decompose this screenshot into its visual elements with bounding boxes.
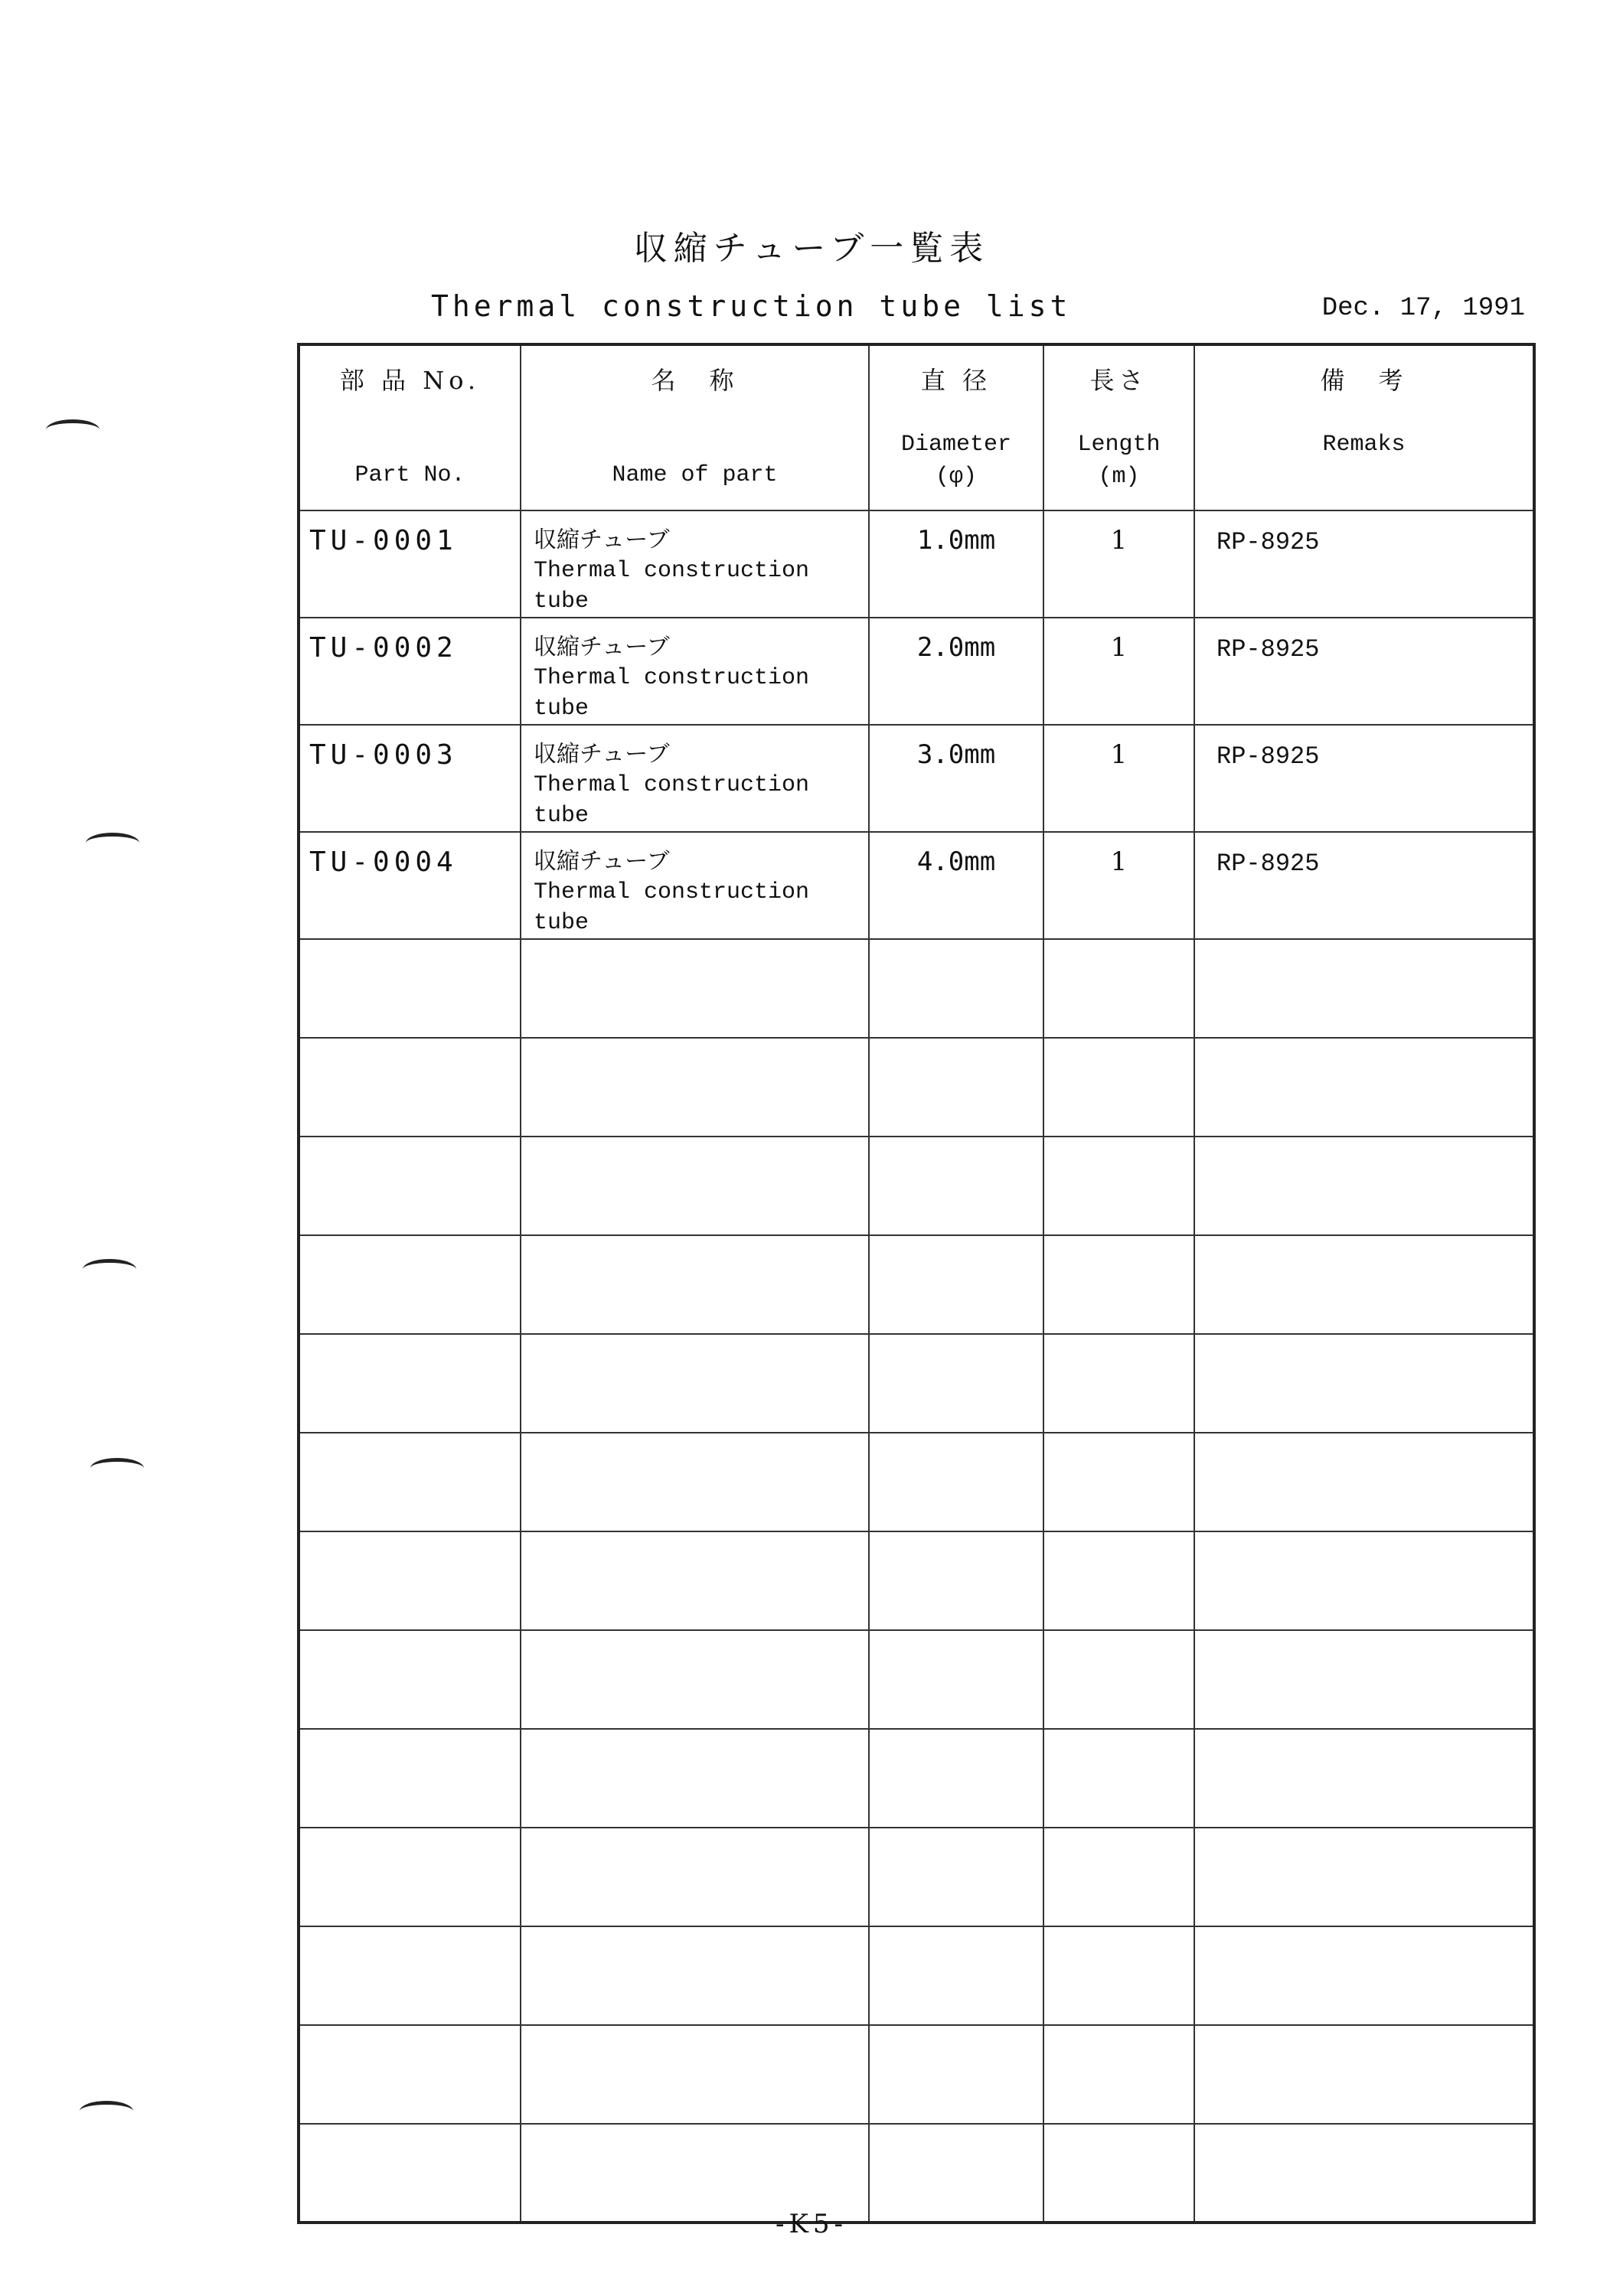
empty-cell <box>869 1828 1043 1926</box>
empty-cell <box>299 1137 521 1235</box>
part-number-cell: TU-0002 <box>299 618 521 725</box>
remarks-cell: RP-8925 <box>1194 510 1534 618</box>
part-name-cell <box>521 725 869 832</box>
empty-cell <box>1043 2025 1194 2124</box>
empty-cell <box>869 1630 1043 1729</box>
header-length-unit: (m) <box>1098 464 1140 490</box>
empty-cell <box>1194 1531 1534 1630</box>
header-diameter <box>869 344 1043 510</box>
empty-cell <box>521 1926 869 2025</box>
part-number-cell: TU-0004 <box>299 832 521 939</box>
diameter-cell: 2.0mm <box>869 618 1043 725</box>
empty-cell <box>869 1433 1043 1531</box>
header-diameter-en: Diameter <box>900 432 1012 458</box>
document-date: Dec. 17, 1991 <box>1321 294 1525 323</box>
empty-cell <box>521 1828 869 1926</box>
remarks-cell: RP-8925 <box>1194 725 1534 832</box>
header-remarks-en: Remaks <box>1322 432 1406 458</box>
header-diameter-jp: 直 径 <box>920 366 992 395</box>
header-length-en: Length <box>1077 432 1161 458</box>
empty-cell <box>1194 1235 1534 1334</box>
empty-cell <box>1043 2124 1194 2223</box>
table-row <box>299 510 1534 618</box>
empty-cell <box>299 1334 521 1433</box>
empty-cell <box>869 1235 1043 1334</box>
remarks-cell: RP-8925 <box>1194 832 1534 939</box>
binder-hole-mark <box>83 1259 136 1280</box>
length-cell: 1 <box>1043 618 1194 725</box>
empty-row <box>299 1828 1534 1926</box>
empty-row <box>299 1630 1534 1729</box>
empty-cell <box>521 2025 869 2124</box>
remarks-cell: RP-8925 <box>1194 618 1534 725</box>
empty-row <box>299 1926 1534 2025</box>
empty-cell <box>1043 1531 1194 1630</box>
empty-cell <box>1043 1334 1194 1433</box>
header-length <box>1043 344 1194 510</box>
empty-cell <box>869 2124 1043 2223</box>
empty-cell <box>521 1729 869 1828</box>
table-row <box>299 832 1534 939</box>
empty-row <box>299 1235 1534 1334</box>
header-remarks-jp: 備 考 <box>1320 366 1408 395</box>
empty-cell <box>869 1038 1043 1137</box>
part-name-jp: 収縮チューブ <box>534 527 670 553</box>
empty-cell <box>869 1531 1043 1630</box>
part-name-en: Thermal construction tube <box>534 772 810 829</box>
empty-row <box>299 1531 1534 1630</box>
empty-cell <box>299 1630 521 1729</box>
empty-cell <box>869 1137 1043 1235</box>
empty-cell <box>521 2124 869 2223</box>
part-name-en: Thermal construction tube <box>534 879 810 936</box>
empty-cell <box>299 939 521 1038</box>
empty-cell <box>1194 1137 1534 1235</box>
empty-cell <box>1043 1729 1194 1828</box>
header-length-jp: 長さ <box>1089 366 1148 395</box>
empty-cell <box>869 1729 1043 1828</box>
empty-cell <box>1043 1433 1194 1531</box>
empty-cell <box>1194 939 1534 1038</box>
part-name-cell <box>521 510 869 618</box>
binder-hole-mark <box>86 833 139 853</box>
empty-cell <box>1194 1038 1534 1137</box>
document-title-english: Thermal construction tube list <box>431 289 1072 323</box>
empty-cell <box>1043 939 1194 1038</box>
page-number: -K5- <box>775 2209 847 2239</box>
empty-cell <box>521 1334 869 1433</box>
empty-cell <box>299 1729 521 1828</box>
part-name-jp: 収縮チューブ <box>534 634 670 660</box>
empty-cell <box>1194 1828 1534 1926</box>
empty-cell <box>299 2124 521 2223</box>
empty-row <box>299 2124 1534 2223</box>
length-cell: 1 <box>1043 725 1194 832</box>
part-name-en: Thermal construction tube <box>534 665 810 722</box>
header-part-no <box>299 344 521 510</box>
empty-cell <box>869 939 1043 1038</box>
empty-cell <box>521 1531 869 1630</box>
empty-cell <box>869 1926 1043 2025</box>
diameter-cell: 3.0mm <box>869 725 1043 832</box>
binder-hole-mark <box>80 2101 133 2122</box>
empty-cell <box>1194 2025 1534 2124</box>
empty-cell <box>521 1630 869 1729</box>
header-name-en: Name of part <box>612 462 778 488</box>
empty-cell <box>869 2025 1043 2124</box>
empty-cell <box>869 1334 1043 1433</box>
empty-cell <box>299 1926 521 2025</box>
empty-cell <box>521 1038 869 1137</box>
binder-hole-mark <box>46 419 100 440</box>
part-number-cell: TU-0001 <box>299 510 521 618</box>
document-title-japanese: 収縮チューブ一覧表 <box>633 229 990 268</box>
header-diameter-unit: (φ) <box>935 464 977 490</box>
part-name-jp: 収縮チューブ <box>534 741 670 768</box>
part-name-jp: 収縮チューブ <box>534 848 670 875</box>
part-name-cell <box>521 618 869 725</box>
empty-cell <box>1194 1334 1534 1433</box>
empty-cell <box>299 2025 521 2124</box>
empty-row <box>299 1038 1534 1137</box>
empty-cell <box>521 1235 869 1334</box>
part-name-en: Thermal construction tube <box>534 558 810 615</box>
header-part-no-en: Part No. <box>354 462 465 488</box>
empty-cell <box>1043 1630 1194 1729</box>
empty-cell <box>1043 1926 1194 2025</box>
empty-cell <box>1043 1137 1194 1235</box>
empty-cell <box>299 1531 521 1630</box>
part-number-cell: TU-0003 <box>299 725 521 832</box>
table-row <box>299 725 1534 832</box>
empty-cell <box>1194 1926 1534 2025</box>
empty-cell <box>521 939 869 1038</box>
empty-cell <box>1043 1235 1194 1334</box>
empty-row <box>299 1334 1534 1433</box>
diameter-cell: 4.0mm <box>869 832 1043 939</box>
empty-row <box>299 2025 1534 2124</box>
binder-hole-mark <box>90 1458 144 1479</box>
empty-cell <box>1043 1038 1194 1137</box>
empty-cell <box>521 1137 869 1235</box>
tube-list-table <box>297 343 1536 2224</box>
empty-row <box>299 1433 1534 1531</box>
empty-row <box>299 1137 1534 1235</box>
empty-cell <box>1043 1828 1194 1926</box>
empty-cell <box>299 1828 521 1926</box>
header-remarks <box>1194 344 1534 510</box>
part-name-cell <box>521 832 869 939</box>
table-row <box>299 618 1534 725</box>
empty-row <box>299 939 1534 1038</box>
length-cell: 1 <box>1043 832 1194 939</box>
diameter-cell: 1.0mm <box>869 510 1043 618</box>
header-name <box>521 344 869 510</box>
empty-cell <box>299 1038 521 1137</box>
empty-cell <box>1194 1433 1534 1531</box>
empty-cell <box>1194 2124 1534 2223</box>
empty-cell <box>1194 1630 1534 1729</box>
empty-cell <box>521 1433 869 1531</box>
header-name-jp: 名 称 <box>651 366 739 395</box>
empty-cell <box>299 1433 521 1531</box>
header-row <box>299 344 1534 510</box>
header-part-no-jp: 部 品 No. <box>339 366 481 395</box>
empty-cell <box>1194 1729 1534 1828</box>
empty-row <box>299 1729 1534 1828</box>
length-cell: 1 <box>1043 510 1194 618</box>
empty-cell <box>299 1235 521 1334</box>
